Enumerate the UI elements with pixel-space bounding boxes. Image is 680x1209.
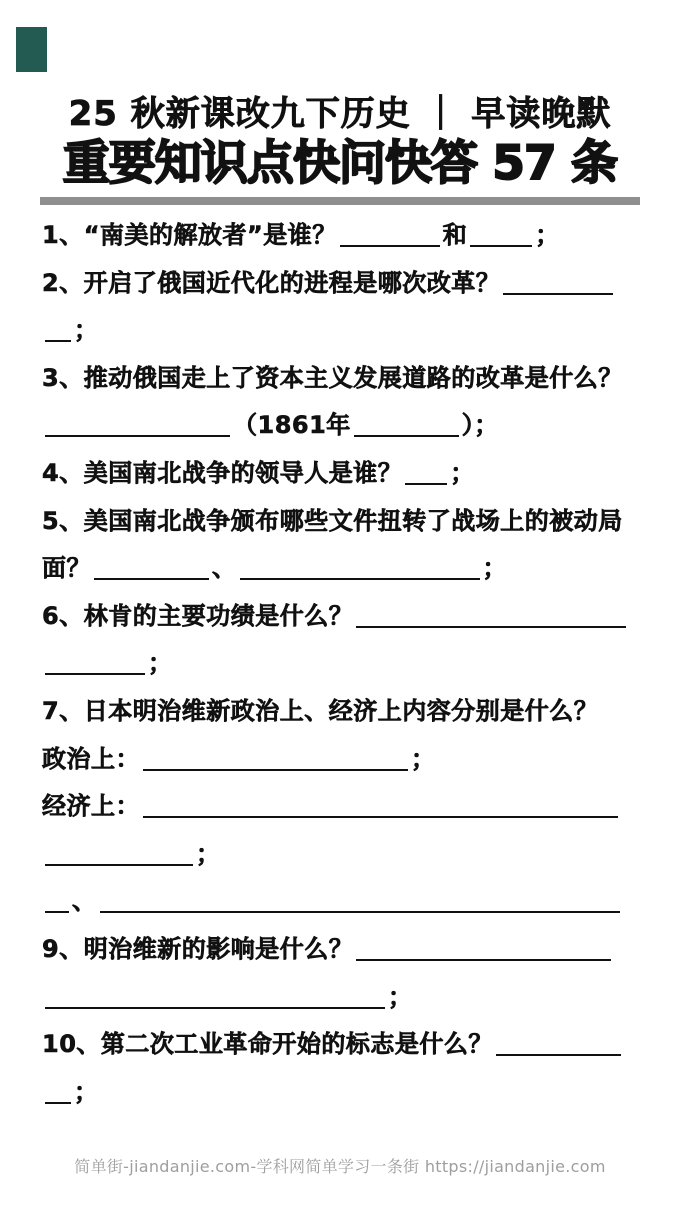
answer-blank	[470, 244, 532, 247]
header-subtitle: 25 秋新课改九下历史 ｜ 早读晚默	[68, 94, 612, 134]
question-line	[42, 736, 634, 784]
question-text: 和	[442, 221, 468, 249]
question-text: 3、推动俄国走上了资本主义发展道路的改革是什么？	[42, 363, 623, 392]
question-text: ；	[535, 221, 560, 249]
answer-blank	[45, 339, 71, 342]
footer-watermark: 简单街-jiandanjie.com-学科网简单学习一条街 https://jiandanjie.com	[74, 1157, 606, 1176]
question-line	[42, 260, 634, 308]
question-text: 10、第二次工业革命开始的标志是什么？	[42, 1030, 493, 1059]
question-text: （1861年	[233, 411, 351, 440]
answer-blank	[45, 672, 145, 675]
question-line	[42, 450, 634, 498]
question-text: ；	[450, 458, 475, 487]
question-line	[42, 402, 634, 450]
header-divider-bar	[40, 197, 640, 205]
question-text: 面？	[42, 554, 91, 583]
answer-blank	[240, 577, 480, 580]
answer-blank	[45, 434, 230, 437]
question-text: 政治上：	[42, 744, 140, 773]
answer-blank	[100, 910, 620, 913]
question-line	[42, 355, 634, 403]
question-line	[42, 1069, 634, 1117]
question-text: ）；	[461, 411, 499, 440]
answer-blank	[143, 815, 618, 818]
question-text: 4、美国南北战争的领导人是谁？	[42, 458, 403, 487]
answer-blank	[45, 863, 193, 866]
question-text: ；	[74, 1077, 99, 1106]
question-text: 、	[72, 887, 97, 916]
question-text: 9、明治维新的影响是什么？	[42, 934, 354, 963]
question-line	[42, 878, 634, 926]
question-line	[42, 307, 634, 355]
answer-blank	[45, 910, 69, 913]
question-text: 经济上：	[42, 792, 140, 821]
page-title: 重要知识点快问快答 57 条	[62, 136, 618, 191]
question-line	[42, 831, 634, 879]
question-list	[42, 212, 634, 1116]
question-line	[42, 783, 634, 831]
footer	[0, 1154, 680, 1177]
question-line	[42, 593, 634, 641]
answer-blank	[45, 1006, 385, 1009]
question-line	[42, 974, 634, 1022]
question-text: 6、林肯的主要功绩是什么？	[42, 601, 354, 630]
question-line	[42, 640, 634, 688]
answer-blank	[405, 482, 447, 485]
question-text: 2、开启了俄国近代化的进程是哪次改革？	[42, 268, 501, 297]
question-text: ；	[411, 744, 436, 773]
corner-accent-square	[16, 27, 47, 72]
question-line	[42, 545, 634, 593]
question-line	[42, 1021, 634, 1069]
answer-blank	[143, 768, 408, 771]
answer-blank	[340, 244, 440, 247]
answer-blank	[354, 434, 459, 437]
question-text: ；	[196, 839, 221, 868]
answer-blank	[356, 958, 611, 961]
question-line	[42, 498, 634, 546]
answer-blank	[94, 577, 209, 580]
question-text: ；	[148, 649, 173, 678]
question-text: 1、“南美的解放者”是谁？	[42, 221, 337, 249]
question-text: ；	[482, 554, 507, 583]
answer-blank	[496, 1053, 621, 1056]
answer-blank	[356, 625, 626, 628]
question-line	[42, 212, 634, 260]
question-line	[42, 926, 634, 974]
answer-blank	[503, 292, 613, 295]
question-text: ；	[388, 982, 413, 1011]
question-line	[42, 688, 634, 736]
question-text: 7、日本明治维新政治上、经济上内容分别是什么？	[42, 696, 599, 725]
answer-blank	[45, 1101, 71, 1104]
question-text: 、	[212, 554, 237, 583]
question-text: ；	[74, 316, 99, 345]
question-text: 5、美国南北战争颁布哪些文件扭转了战场上的被动局	[42, 506, 623, 535]
